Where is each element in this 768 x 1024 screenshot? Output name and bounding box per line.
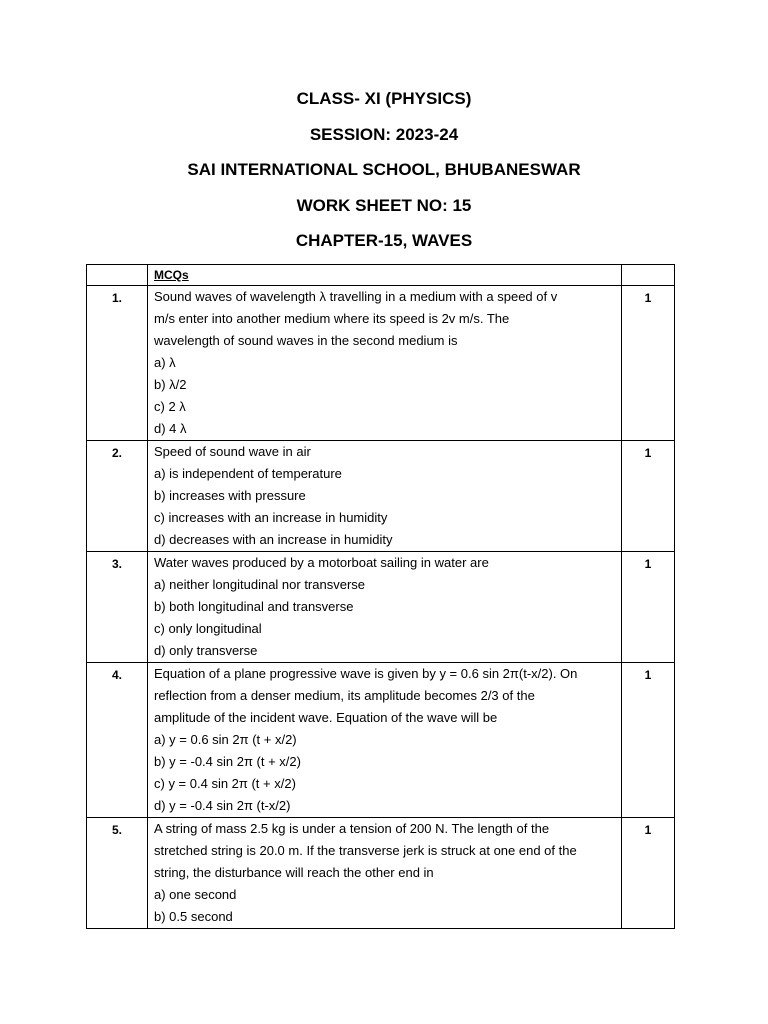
- header-question-cell: [148, 265, 622, 286]
- question-line: d) decreases with an increase in humidity: [154, 532, 393, 547]
- question-line: c) y = 0.4 sin 2π (t + x/2): [154, 776, 296, 791]
- question-text-cell: [148, 818, 622, 929]
- class-title: CLASS- XI (PHYSICS): [296, 89, 472, 108]
- chapter-title: CHAPTER-15, WAVES: [295, 231, 473, 250]
- question-line: b) y = -0.4 sin 2π (t + x/2): [154, 754, 301, 769]
- question-row: [87, 441, 675, 552]
- worksheet-number: WORK SHEET NO: 15: [296, 195, 472, 215]
- question-text-cell: [148, 441, 622, 552]
- question-line: d) 4 λ: [154, 421, 187, 436]
- question-row: [87, 552, 675, 663]
- question-number: 2.: [87, 441, 148, 552]
- question-line: d) y = -0.4 sin 2π (t-x/2): [154, 798, 291, 813]
- question-line: a) y = 0.6 sin 2π (t + x/2): [154, 732, 297, 747]
- question-line: a) neither longitudinal nor transverse: [154, 577, 366, 592]
- question-stem-line: Sound waves of wavelength λ travelling in a medium with a speed of v: [154, 289, 558, 304]
- school-title: SAI INTERNATIONAL SCHOOL, BHUBANESWAR: [187, 160, 581, 179]
- worksheet-header: [0, 86, 768, 264]
- question-marks: 1: [622, 663, 675, 818]
- question-line: a) one second: [154, 887, 237, 902]
- question-text-cell: [148, 286, 622, 441]
- question-line: b) increases with pressure: [154, 488, 306, 503]
- question-row: [87, 286, 675, 441]
- question-marks: 1: [622, 818, 675, 929]
- question-line: c) 2 λ: [154, 399, 186, 414]
- mcq-section-heading: MCQs: [154, 268, 189, 282]
- question-stem-line: A string of mass 2.5 kg is under a tension of 200 N. The length of the: [154, 821, 550, 836]
- question-line: stretched string is 20.0 m. If the transverse jerk is struck at one end of the: [154, 843, 577, 858]
- header-number-cell: [87, 265, 148, 286]
- question-number: 5.: [87, 818, 148, 929]
- question-line: a) is independent of temperature: [154, 466, 342, 481]
- question-stem-line: Equation of a plane progressive wave is given by y = 0.6 sin 2π(t-x/2). On: [154, 666, 578, 681]
- header-marks-cell: [622, 265, 675, 286]
- question-line: string, the disturbance will reach the other end in: [154, 865, 434, 880]
- question-stem-line: Water waves produced by a motorboat sailing in water are: [154, 555, 489, 570]
- question-marks: 1: [622, 441, 675, 552]
- question-line: a) λ: [154, 355, 176, 370]
- question-number: 3.: [87, 552, 148, 663]
- question-text-cell: [148, 552, 622, 663]
- question-line: wavelength of sound waves in the second medium is: [154, 333, 458, 348]
- question-line: reflection from a denser medium, its amplitude becomes 2/3 of the: [154, 688, 535, 703]
- question-line: b) λ/2: [154, 377, 187, 392]
- session-title: SESSION: 2023-24: [309, 124, 459, 144]
- question-row: [87, 663, 675, 818]
- question-text-cell: [148, 663, 622, 818]
- question-number: 1.: [87, 286, 148, 441]
- question-line: b) 0.5 second: [154, 909, 233, 924]
- question-line: b) both longitudinal and transverse: [154, 599, 354, 614]
- table-header-row: [87, 265, 675, 286]
- question-line: m/s enter into another medium where its speed is 2v m/s. The: [154, 311, 510, 326]
- question-line: c) only longitudinal: [154, 621, 262, 636]
- question-line: amplitude of the incident wave. Equation of the wave will be: [154, 710, 498, 725]
- question-stem-line: Speed of sound wave in air: [154, 444, 311, 459]
- question-row: [87, 818, 675, 929]
- question-marks: 1: [622, 286, 675, 441]
- questions-table: [86, 264, 675, 929]
- question-line: c) increases with an increase in humidity: [154, 510, 388, 525]
- question-number: 4.: [87, 663, 148, 818]
- question-line: d) only transverse: [154, 643, 258, 658]
- question-marks: 1: [622, 552, 675, 663]
